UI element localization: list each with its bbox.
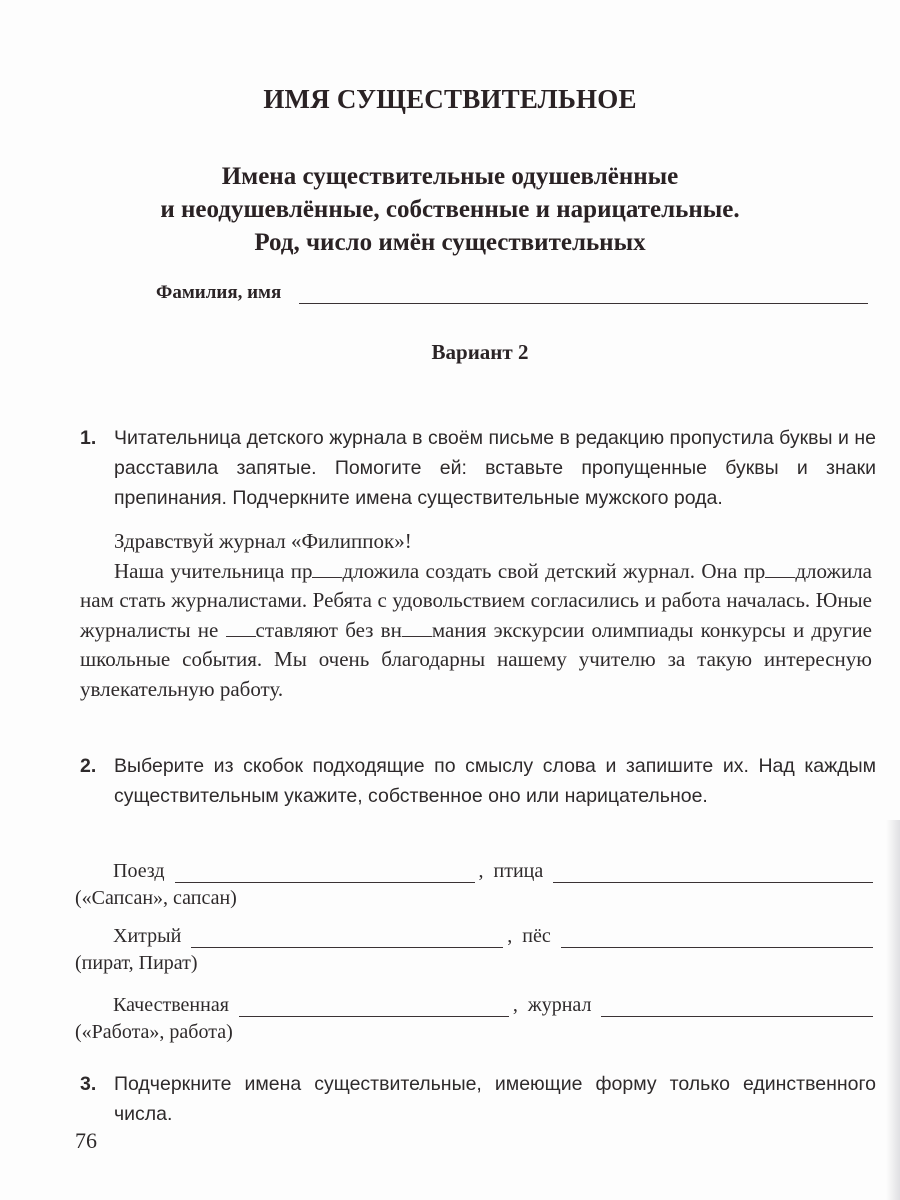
exercise-options: (пират, Пират)	[75, 952, 198, 974]
answer-blank[interactable]	[553, 862, 873, 883]
answer-blank[interactable]	[561, 927, 873, 948]
task-instruction: Читательница детского журнала в своём письме в редакцию пропустила буквы и не расставила запятые. Помогите ей: вставьте пропущенные буквы и знаки препинания. Подчеркните имена существительные мужского рода.	[114, 427, 876, 509]
letter-greeting: Здравствуй журнал «Филиппок»!	[114, 529, 412, 553]
letter-segment: ставляют без вн	[255, 617, 402, 642]
missing-letter-blank[interactable]	[312, 576, 342, 578]
letter-segment: Наша учительница пр	[114, 558, 313, 583]
exercise-word: Поезд	[113, 860, 165, 882]
chapter-title: ИМЯ СУЩЕСТВИТЕЛЬНОЕ	[263, 84, 637, 114]
task-3	[80, 1069, 876, 1129]
exercise-separator: ,	[507, 925, 513, 947]
exercise-word: журнал	[527, 994, 592, 1016]
letter-segment: мания экскурсии олимпиады конкурсы и другие школьные события. Мы очень благодарны нашему учителю за такую интересную увлекательную работу.	[80, 617, 872, 701]
exercise-row	[75, 987, 873, 1047]
exercise-row	[75, 918, 873, 978]
missing-letter-blank[interactable]	[226, 635, 256, 637]
section-title-line: Род, число имён существительных	[254, 229, 646, 256]
section-title-line: Имена существительные одушевлённые	[221, 163, 679, 190]
name-field-input[interactable]	[299, 283, 868, 304]
exercise-word: Качественная	[113, 994, 229, 1016]
task-number: 2.	[80, 755, 97, 777]
name-field-label: Фамилия, имя	[156, 282, 282, 303]
exercise-word: птица	[493, 860, 544, 882]
variant-title: Вариант 2	[431, 340, 529, 364]
section-title	[0, 160, 900, 259]
missing-letter-blank[interactable]	[402, 635, 432, 637]
task-instruction: Подчеркните имена существительные, имеющие форму только единственного числа.	[114, 1073, 876, 1125]
task-1	[80, 423, 876, 513]
exercise-options: («Работа», работа)	[75, 1021, 233, 1043]
letter-segment: дложила нам стать журналистами. Ребята с удовольствием согласились и работа началась. Юные журналисты не	[80, 558, 873, 642]
answer-blank[interactable]	[239, 996, 509, 1017]
page-binding-shadow	[886, 820, 900, 1200]
exercise-word: пёс	[522, 925, 551, 947]
answer-blank[interactable]	[175, 862, 475, 883]
section-title-line: и неодушевлённые, собственные и нарицательные.	[160, 196, 740, 223]
letter-text	[80, 527, 872, 704]
exercise-options: («Сапсан», сапсан)	[75, 887, 237, 909]
exercise-separator: ,	[478, 860, 484, 882]
exercise-row	[75, 853, 873, 913]
missing-letter-blank[interactable]	[765, 576, 795, 578]
exercise-separator: ,	[512, 994, 518, 1016]
answer-blank[interactable]	[191, 927, 503, 948]
task-instruction: Выберите из скобок подходящие по смыслу слова и запишите их. Над каждым существительным укажите, собственное оно или нарицательное.	[114, 755, 876, 807]
task-2	[80, 751, 876, 811]
exercise-word: Хитрый	[113, 925, 182, 947]
letter-body	[80, 557, 872, 705]
letter-segment: дложила создать свой детский журнал. Она пр	[342, 558, 766, 583]
task-number: 3.	[80, 1073, 97, 1095]
page-number: 76	[75, 1128, 97, 1153]
task-number: 1.	[80, 427, 97, 449]
answer-blank[interactable]	[601, 996, 873, 1017]
name-field-row	[156, 282, 868, 304]
